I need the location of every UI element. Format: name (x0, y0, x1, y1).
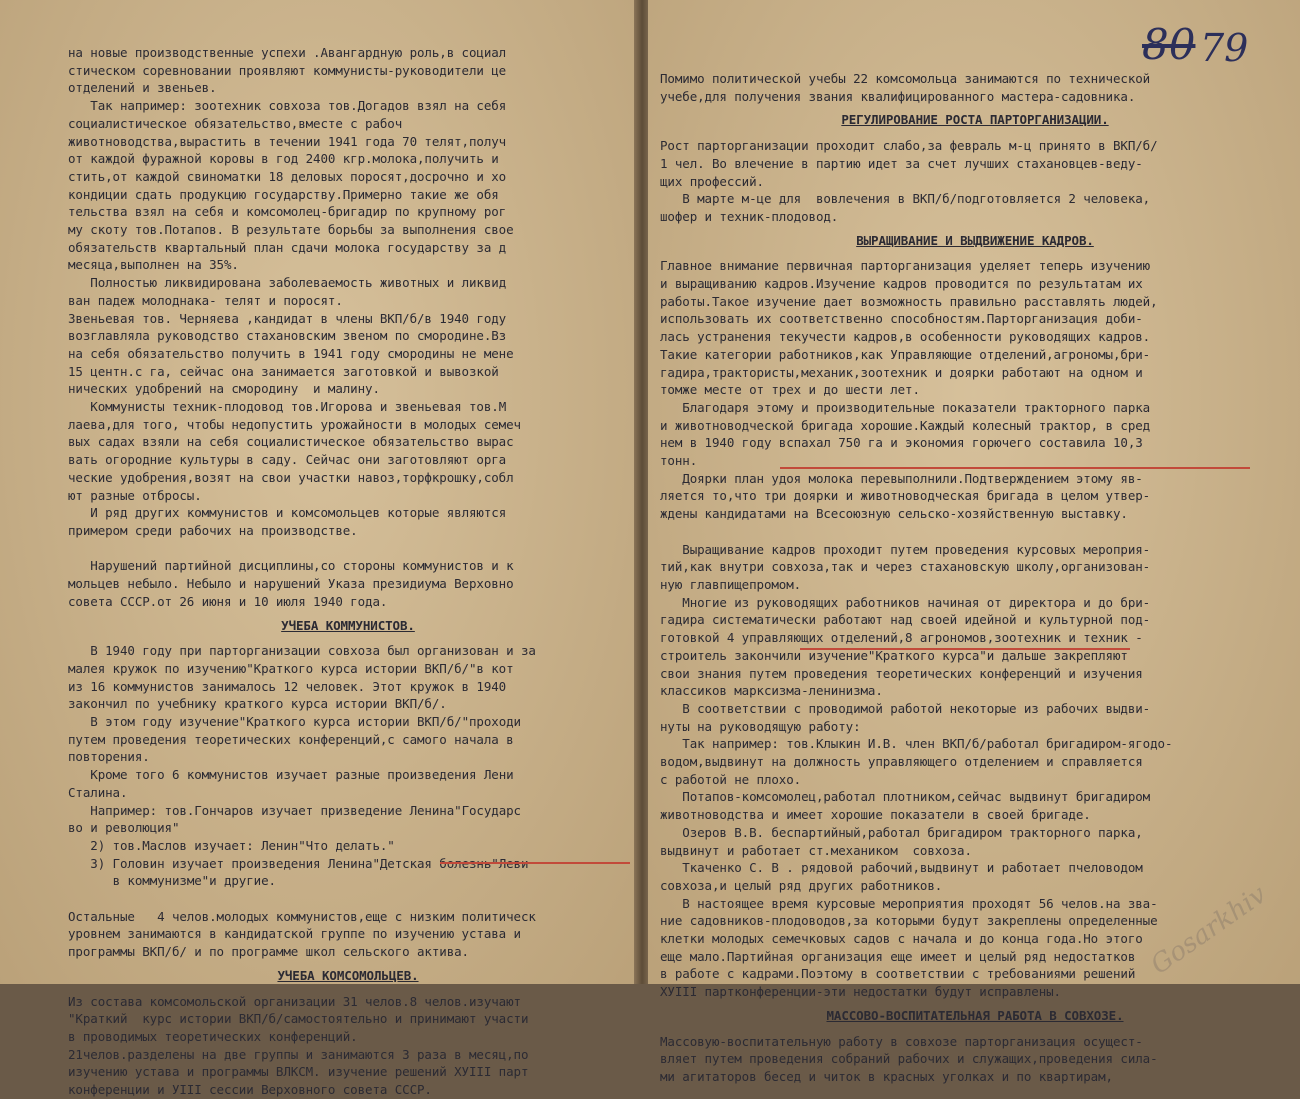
text-line: мольцев небыло. Небыло и нарушений Указа президиума Верховно (68, 576, 514, 592)
right-page (648, 0, 1300, 1084)
text-line: в проводимых теоретических конференций. (68, 1028, 358, 1044)
text-line: Сталина. (68, 784, 128, 800)
text-line: изучению устава и программы ВЛКСМ. изучение решений ХУIII парт (68, 1064, 529, 1080)
text-line: нуты на руководящую работу: (660, 718, 861, 734)
text-line: и животноводческой бригада хорошие.Каждый колесный трактор, в сред (660, 417, 1151, 433)
text-line: конференции и УIII сессии Верховного совета СССР. (68, 1082, 432, 1098)
heading-cadre-development: ВЫРАЩИВАНИЕ И ВЫДВИЖЕНИЕ КАДРОВ. (856, 232, 1094, 248)
text-line: уровнем занимаются в кандидатской группе по изучению устава и (68, 926, 521, 942)
text-line: Главное внимание первичная парторганизация уделяет теперь изучению (660, 258, 1151, 274)
archive-folio-new: 79 (1200, 26, 1249, 70)
text-line: Коммунисты техник-плодовод тов.Игорова и звеньевая тов.М (68, 399, 507, 415)
text-line: выдвинут и работает ст.механиком совхоза. (660, 842, 972, 858)
text-line: готовкой 4 управляющих отделений,8 агрономов,зоотехник и техник - (660, 630, 1143, 646)
text-line: Ткаченко С. В . рядовой рабочий,выдвинут и работает пчеловодом (660, 860, 1143, 876)
text-line: 3) Головин изучает произведения Ленина"Детская болезнь"Леви (68, 855, 529, 871)
text-line: от каждой фуражной коровы в год 2400 кгр.молока,получить и (68, 151, 499, 167)
archive-folio-old: 80 (1142, 20, 1196, 69)
text-line (660, 523, 1290, 541)
text-line: тельства взял на себя и комсомолец-бригадир по крупному рог (68, 204, 507, 220)
text-line: вых садах взяли на себя социалистическое обязательство вырас (68, 434, 514, 450)
text-line: Такие категории работников,как Управляющие отделений,агрономы,бри- (660, 346, 1151, 362)
text-line: животноводства,вырастить в течении 1941 года 70 телят,получ (68, 133, 507, 149)
text-line: Например: тов.Гончаров изучает призведение Ленина"Государс (68, 802, 521, 818)
text-line: и выращиванию кадров.Изучение кадров проводится по результатам их (660, 276, 1143, 292)
text-line: ческие удобрения,возят на свои участки навоз,торфкрошку,собл (68, 469, 514, 485)
text-line: в работе с кадрами.Поэтому в соответствии с требованиями решений (660, 966, 1136, 982)
text-line: ние садовников-плодоводов,за которыми будут закреплены определенные (660, 913, 1158, 929)
text-line: использовать их соответственно способностям.Парторганизация доби- (660, 311, 1143, 327)
heading-communist-study: УЧЕБА КОММУНИСТОВ. (281, 617, 415, 633)
text-line: нем в 1940 году вспахал 750 га и экономия горючего составила 10,3 (660, 435, 1143, 451)
red-pencil-underline (800, 648, 1130, 650)
text-line: еще мало.Партийная организация еще имеет и целый ряд недостатков (660, 948, 1136, 964)
text-line: шофер и техник-плодовод. (660, 208, 839, 224)
text-line: программы ВКП/б/ и по программе школ сельского актива. (68, 944, 469, 960)
heading-komsomol-study: УЧЕБА КОМСОМОЛЬЦЕВ. (277, 967, 419, 983)
text-line: Многие из руководящих работников начиная от директора и до бри- (660, 594, 1151, 610)
text-line: В 1940 году при парторганизации совхоза был организован и за (68, 643, 536, 659)
text-line: ют разные отбросы. (68, 487, 202, 503)
text-line: ляется то,что три доярки и животноводческая бригада в целом утвер- (660, 488, 1151, 504)
text-line: клетки молодых семечковых садов с начала и до конца года.Но этого (660, 931, 1143, 947)
text-line: на себя обязательство получить в 1941 году смородины не мене (68, 345, 514, 361)
red-pencil-underline (440, 862, 630, 864)
text-line: учебе,для получения звания квалифицированного мастера-садовника. (660, 88, 1136, 104)
text-line: Рост парторганизации проходит слабо,за февраль м-ц принято в ВКП/б/ (660, 138, 1158, 154)
text-line: совхоза,и целый ряд других работников. (660, 877, 943, 893)
right-paragraphs-3 (660, 257, 1290, 1001)
text-line: во и революция" (68, 820, 180, 836)
left-paragraphs-2 (68, 642, 628, 961)
text-line: 1 чел. Во влечение в партию идет за счет лучших стахановцев-веду- (660, 155, 1143, 171)
text-line: Нарушений партийной дисциплины,со стороны коммунистов и к (68, 558, 514, 574)
text-line: В соответствии с проводимой работой некоторые из рабочих выдви- (660, 700, 1151, 716)
text-line: 2) тов.Маслов изучает: Ленин"Что делать." (68, 837, 395, 853)
text-line: В настоящее время курсовые мероприятия проходят 56 челов.на зва- (660, 895, 1158, 911)
text-line: щих профессий. (660, 173, 764, 189)
left-page (0, 0, 638, 1098)
text-line: социалистическое обязательство,вместе с рабоч (68, 115, 403, 131)
text-line (68, 890, 628, 908)
text-line: лась устранения текучести кадров,в особенности руководящих кадров. (660, 329, 1151, 345)
text-line: ми агитаторов бесед и читок в красных уголках и по квартирам, (660, 1068, 1113, 1084)
text-line: В марте м-це для вовлечения в ВКП/б/подготовляется 2 человека, (660, 191, 1151, 207)
text-line: "Краткий курс истории ВКП/б/самостоятельно и принимают участи (68, 1011, 529, 1027)
text-line: Выращивание кадров проходит путем проведения курсовых мероприя- (660, 541, 1151, 557)
text-line: свои знания путем проведения теоретических конференций и изучения (660, 665, 1143, 681)
text-line: гадира систематически работают над своей идейной и культурной под- (660, 612, 1151, 628)
text-line: месяца,выполнен на 35%. (68, 257, 239, 273)
text-line: Благодаря этому и производительные показатели тракторного парка (660, 399, 1151, 415)
text-line: отделений и звеньев. (68, 80, 217, 96)
text-line: лаева,для того, чтобы недопустить урожайности в молодых семеч (68, 416, 521, 432)
text-line: Озеров В.В. беспартийный,работал бригадиром тракторного парка, (660, 824, 1143, 840)
text-line: вляет путем проведения собраний рабочих и служащих,проведения сила- (660, 1051, 1158, 1067)
text-line: Так например: тов.Клыкин И.В. член ВКП/б/работал бригадиром-ягодо- (660, 736, 1173, 752)
text-line (68, 540, 628, 558)
text-line: Кроме того 6 коммунистов изучает разные произведения Лени (68, 767, 514, 783)
heading-party-growth: РЕГУЛИРОВАНИЕ РОСТА ПАРТОРГАНИЗАЦИИ. (841, 112, 1109, 128)
text-line: Остальные 4 челов.молодых коммунистов,еще с низким политическ (68, 908, 536, 924)
text-line: возглавляла руководство стахановским звеном по смородине.Вз (68, 328, 507, 344)
left-paragraphs-1 (68, 44, 628, 611)
red-pencil-underline (780, 467, 1250, 469)
text-line: строитель закончили изучение"Краткого курса"и дальше закрепляют (660, 647, 1128, 663)
text-line: классиков марксизма-ленинизма. (660, 683, 883, 699)
text-line: обязательств квартальный план сдачи молока государству за д (68, 239, 507, 255)
text-line: Массовую-воспитательную работу в совхозе парторганизация осущест- (660, 1033, 1143, 1049)
text-line: Так например: зоотехник совхоза тов.Догадов взял на себя (68, 98, 507, 114)
text-line: примером среди рабочих на производстве. (68, 522, 358, 538)
text-line: из 16 коммунистов занималось 12 человек. Этот кружок в 1940 (68, 678, 507, 694)
text-line: Потапов-комсомолец,работал плотником,сейчас выдвинут бригадиром (660, 789, 1151, 805)
text-line: водом,выдвинут на должность управляющего отделением и справляется (660, 754, 1143, 770)
text-line: тонн. (660, 453, 698, 469)
text-line: нических удобрений на смородину и малину. (68, 381, 380, 397)
text-line: И ряд других коммунистов и комсомольцев которые являются (68, 505, 507, 521)
text-line: путем проведения теоретических конференций,с самого начала в (68, 731, 514, 747)
text-line: Полностью ликвидирована заболеваемость животных и ликвид (68, 275, 507, 291)
archive-watermark: Gosarkhiv (1145, 879, 1272, 981)
text-line: закончил по учебнику краткого курса истории ВКП/б/. (68, 696, 447, 712)
text-line: в коммунизме"и другие. (68, 873, 276, 889)
text-line: на новые производственные успехи .Авангардную роль,в социал (68, 45, 507, 60)
text-line: Помимо политической учебы 22 комсомольца занимаются по технической (660, 71, 1151, 86)
text-line: 21челов.разделены на две группы и занимаются 3 раза в месяц,по (68, 1046, 529, 1062)
text-line: ждены кандидатами на Всесоюзную сельско-хозяйственную выставку. (660, 506, 1128, 522)
text-line: В этом году изучение"Краткого курса истории ВКП/б/"проходи (68, 714, 521, 730)
text-line: му скоту тов.Потапов. В результате борьбы за выполнения свое (68, 222, 514, 238)
left-page-text (68, 44, 628, 1099)
text-line: повторения. (68, 749, 150, 765)
left-paragraphs-3 (68, 993, 628, 1099)
text-line: 15 центн.с га, сейчас она занимается заготовкой и вывозкой (68, 363, 499, 379)
text-line: малея кружок по изучению"Краткого курса истории ВКП/б/"в кот (68, 660, 514, 676)
text-line: тий,как внутри совхоза,так и через стахановскую школу,организован- (660, 559, 1151, 575)
right-paragraphs-1 (660, 70, 1290, 105)
text-line: Доярки план удоя молока перевыполнили.Подтверждением этому яв- (660, 470, 1143, 486)
right-paragraphs-2 (660, 137, 1290, 226)
text-line: животноводства и имеет хорошие показатели в своей бригаде. (660, 807, 1091, 823)
text-line: стическом соревновании проявляют коммунисты-руководители це (68, 62, 507, 78)
text-line: ную главпищепромом. (660, 576, 802, 592)
text-line: кондиции сдать продукцию государству.Примерно такие же обя (68, 186, 499, 202)
text-line: Звеньевая тов. Черняева ,кандидат в члены ВКП/б/в 1940 году (68, 310, 507, 326)
text-line: Из состава комсомольской организации 31 челов.8 челов.изучают (68, 993, 521, 1009)
text-line: вать огородние культуры в саду. Сейчас они заготовляют орга (68, 452, 507, 468)
heading-mass-education: МАССОВО-ВОСПИТАТЕЛЬНАЯ РАБОТА В СОВХОЗЕ. (826, 1007, 1124, 1023)
right-paragraphs-4 (660, 1033, 1290, 1086)
text-line: работы.Такое изучение дает возможность правильно расставлять людей, (660, 293, 1158, 309)
text-line: стить,от каждой свиноматки 18 деловых поросят,досрочно и хо (68, 168, 507, 184)
text-line: с работой не плохо. (660, 771, 802, 787)
text-line: ХУIII партконференции-эти недостатки будут исправлены. (660, 984, 1061, 1000)
text-line: совета СССР.от 26 июня и 10 июля 1940 года. (68, 593, 388, 609)
text-line: томже месте от трех и до шести лет. (660, 382, 920, 398)
text-line: ван падеж молоднака- телят и поросят. (68, 292, 343, 308)
text-line: гадира,трактористы,механик,зоотехник и доярки работают на одном и (660, 364, 1143, 380)
